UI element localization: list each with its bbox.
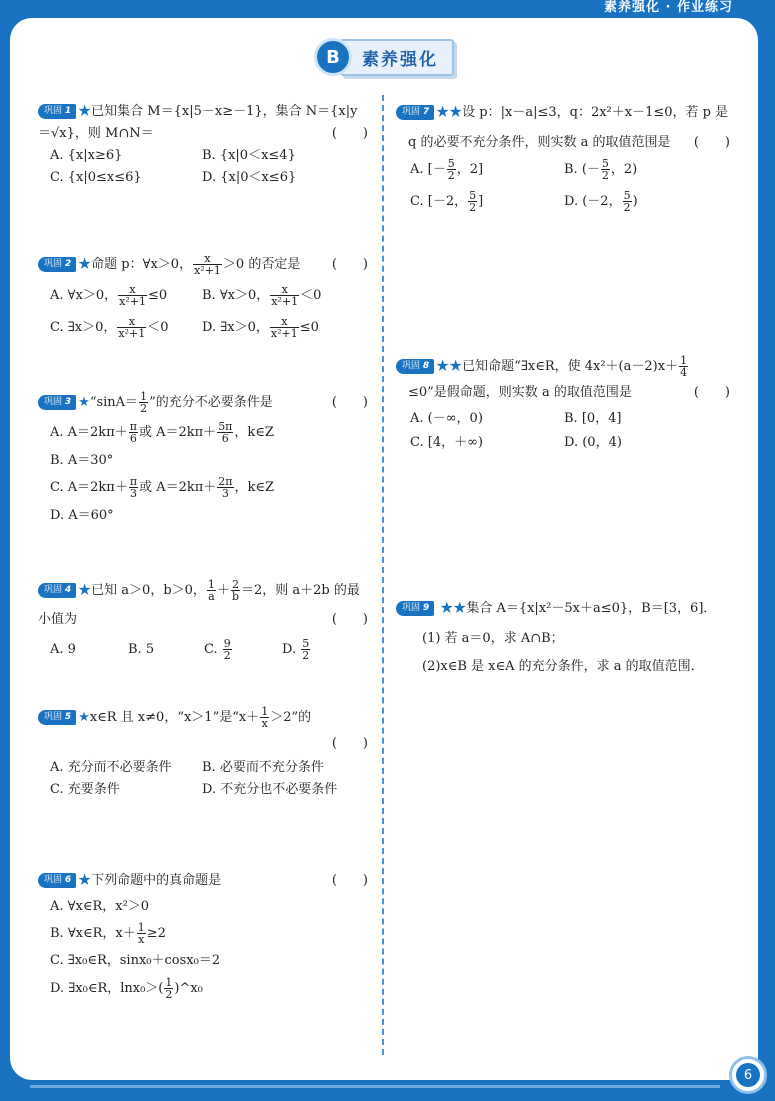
option-c: C. ∃x＞0， $\frac{x}{\text{x²+1}}$ ＜0: [50, 315, 169, 340]
difficulty-stars: ★★: [436, 359, 463, 374]
option-d: D. (0，4): [564, 435, 622, 450]
question-badge: 巩固 6: [38, 873, 76, 888]
question-3: [38, 388, 368, 528]
bottom-rule: [30, 1085, 720, 1088]
question-stem-cont: ＞2”的: [270, 710, 312, 725]
option-a: A. A＝2kπ＋ $\frac{\pi}{6}$ 或 A＝2kπ＋ $\frac{5\pi}{6}$ ，k∈Z: [50, 420, 274, 445]
option-c: C. {x|0≤x≤6}: [50, 170, 142, 185]
fraction: $\frac{1}{2}$: [140, 390, 148, 415]
difficulty-stars: ★★: [436, 105, 463, 120]
option-c: C. A＝2kπ＋ $\frac{\pi}{3}$ 或 A＝2kπ＋ $\frac{2\pi}{3}$ ，k∈Z: [50, 475, 275, 500]
question-stem-cont: ”的充分不必要条件是: [149, 395, 273, 410]
question-badge: 巩固 4: [38, 583, 76, 598]
option-a: A. ∀x＞0， $\frac{x}{\text{x²+1}}$ ≤0: [50, 283, 168, 308]
fraction: $\frac{x}{\text{x²+1}}$: [194, 252, 221, 277]
question-stem: 设 p：|x－a|≤3，q：2x²＋x－1≤0，若 p 是: [462, 105, 729, 120]
answer-paren: ( ): [331, 736, 368, 751]
option-d: D. {x|0＜x≤6}: [202, 170, 297, 185]
top-strip: [0, 0, 775, 18]
column-divider: [382, 95, 384, 1055]
option-a: A. (－∞，0): [410, 411, 483, 426]
question-stem-cont: 小值为: [38, 612, 78, 627]
answer-paren: ( ): [331, 257, 368, 272]
sub-question-1: (1) 若 a＝0，求 A∩B；: [422, 631, 564, 646]
answer-paren: ( ): [331, 126, 368, 141]
option-b: B. [0，4]: [564, 411, 622, 426]
option-b: B. {x|0＜x≤4}: [202, 148, 296, 163]
option-d: D. $\frac{5}{2}$: [282, 637, 310, 662]
fraction: $\frac{1}{a}$: [207, 578, 215, 603]
answer-paren: ( ): [331, 873, 368, 888]
option-a: A. {x|x≥6}: [50, 148, 123, 163]
difficulty-stars: ★: [78, 395, 90, 410]
question-8: [396, 352, 730, 454]
section-letter-badge: B: [314, 38, 352, 76]
question-7: [396, 102, 730, 218]
option-a: A. ∀x∈R，x²＞0: [50, 899, 150, 914]
answer-paren: ( ): [331, 395, 368, 410]
question-badge: 巩固 2: [38, 257, 76, 272]
fraction: $\frac{2}{b}$: [231, 578, 239, 603]
question-stem: 下列命题中的真命题是: [91, 873, 222, 888]
option-c: C. [4，＋∞): [410, 435, 483, 450]
difficulty-stars: ★: [78, 583, 92, 598]
question-9: [396, 598, 730, 678]
answer-paren: ( ): [331, 612, 368, 627]
question-5: [38, 703, 368, 801]
question-stem: 已知命题“∃x∈R，使 4x²＋(a－2)x＋: [462, 359, 679, 374]
question-stem: x∈R 且 x≠0，“x＞1”是“x＋: [89, 710, 260, 725]
question-stem: 已知集合 M＝{x|5－x≥－1}，集合 N＝{x|y: [91, 104, 358, 119]
option-d: D. ∃x＞0， $\frac{x}{\text{x²+1}}$ ≤0: [202, 315, 319, 340]
option-d: D. (－2， $\frac{5}{2}$ ): [564, 189, 638, 214]
option-a: A. [－ $\frac{5}{2}$ ，2]: [410, 157, 484, 182]
option-b: B. ∀x＞0， $\frac{x}{\text{x²+1}}$ ＜0: [202, 283, 322, 308]
option-d: D. 不充分也不必要条件: [202, 782, 338, 797]
difficulty-stars: ★: [78, 710, 90, 725]
option-b: B. 必要而不充分条件: [202, 760, 324, 775]
question-badge: 巩固 8: [396, 359, 434, 374]
option-c: C. $\frac{9}{2}$: [204, 637, 231, 662]
option-b: B. (－ $\frac{5}{2}$ ，2): [564, 157, 638, 182]
page-number: 6: [736, 1063, 760, 1087]
question-2: [38, 250, 368, 344]
question-stem-cont: ＝2，则 a＋2b 的最: [240, 583, 360, 598]
question-badge: 巩固 1: [38, 104, 76, 119]
question-stem: “sinA＝: [89, 395, 139, 410]
option-c: C. 充要条件: [50, 782, 120, 797]
question-badge: 巩固 3: [38, 395, 76, 410]
difficulty-stars: ★: [78, 873, 92, 888]
sub-question-2: (2)x∈B 是 x∈A 的充分条件，求 a 的取值范围．: [422, 659, 704, 674]
fraction: $\frac{1}{x}$: [261, 705, 269, 730]
option-d: D. ∃x₀∈R，lnx₀＞( $\frac{1}{2}$ )^x₀: [50, 976, 203, 1001]
page-number-badge: [729, 1056, 767, 1094]
question-stem-cont: q 的必要不充分条件，则实数 a 的取值范围是: [408, 135, 671, 150]
option-b: B. 5: [128, 642, 155, 657]
question-stem-cont: ≤0”是假命题，则实数 a 的取值范围是: [408, 385, 632, 400]
question-6: [38, 868, 368, 1004]
question-stem: 集合 A＝{x|x²－5x＋a≤0}，B＝[3，6]．: [466, 601, 717, 616]
option-a: A. 9: [50, 642, 76, 657]
option-b: B. ∀x∈R，x＋ $\frac{1}{x}$ ≥2: [50, 921, 166, 946]
running-header: 素养强化 · 作业练习: [604, 0, 733, 15]
section-header: [314, 38, 454, 76]
question-1: [38, 101, 368, 189]
option-c: C. [－2， $\frac{5}{2}$ ]: [410, 189, 484, 214]
question-badge: 巩固 7: [396, 105, 434, 120]
difficulty-stars: ★: [78, 104, 92, 119]
option-d: D. A＝60°: [50, 508, 114, 523]
question-stem: 命题 p：∀x＞0，: [91, 257, 193, 272]
bottom-bar: [0, 1080, 775, 1101]
difficulty-stars: ★★: [440, 601, 467, 616]
question-badge: 巩固 9: [396, 601, 434, 616]
question-badge: 巩固 5: [38, 710, 76, 725]
question-4: 巩固 4 ★已知 a＞0，b＞0， $\frac{1}{a}$ ＋ $\frac{2}{b}$ ＝2，则 a＋2b 的最 小值为 ( ) A. 9 B. 5 C. $\frac{9}{2}$ D. $\frac{5}{2}$: [38, 575, 368, 667]
fraction: $\frac{1}{4}$: [680, 354, 688, 379]
question-stem: 已知 a＞0，b＞0，: [91, 583, 206, 598]
option-b: B. A＝30°: [50, 453, 114, 468]
option-c: C. ∃x₀∈R，sinx₀＋cosx₀＝2: [50, 953, 221, 968]
option-a: A. 充分而不必要条件: [50, 760, 172, 775]
difficulty-stars: ★: [78, 257, 92, 272]
answer-paren: ( ): [693, 135, 730, 150]
section-title: 素养强化: [340, 39, 454, 76]
question-stem-cont: ＝√x}，则 M∩N＝: [38, 126, 154, 141]
question-stem-cont: ＞0 的否定是: [222, 257, 301, 272]
answer-paren: ( ): [693, 385, 730, 400]
